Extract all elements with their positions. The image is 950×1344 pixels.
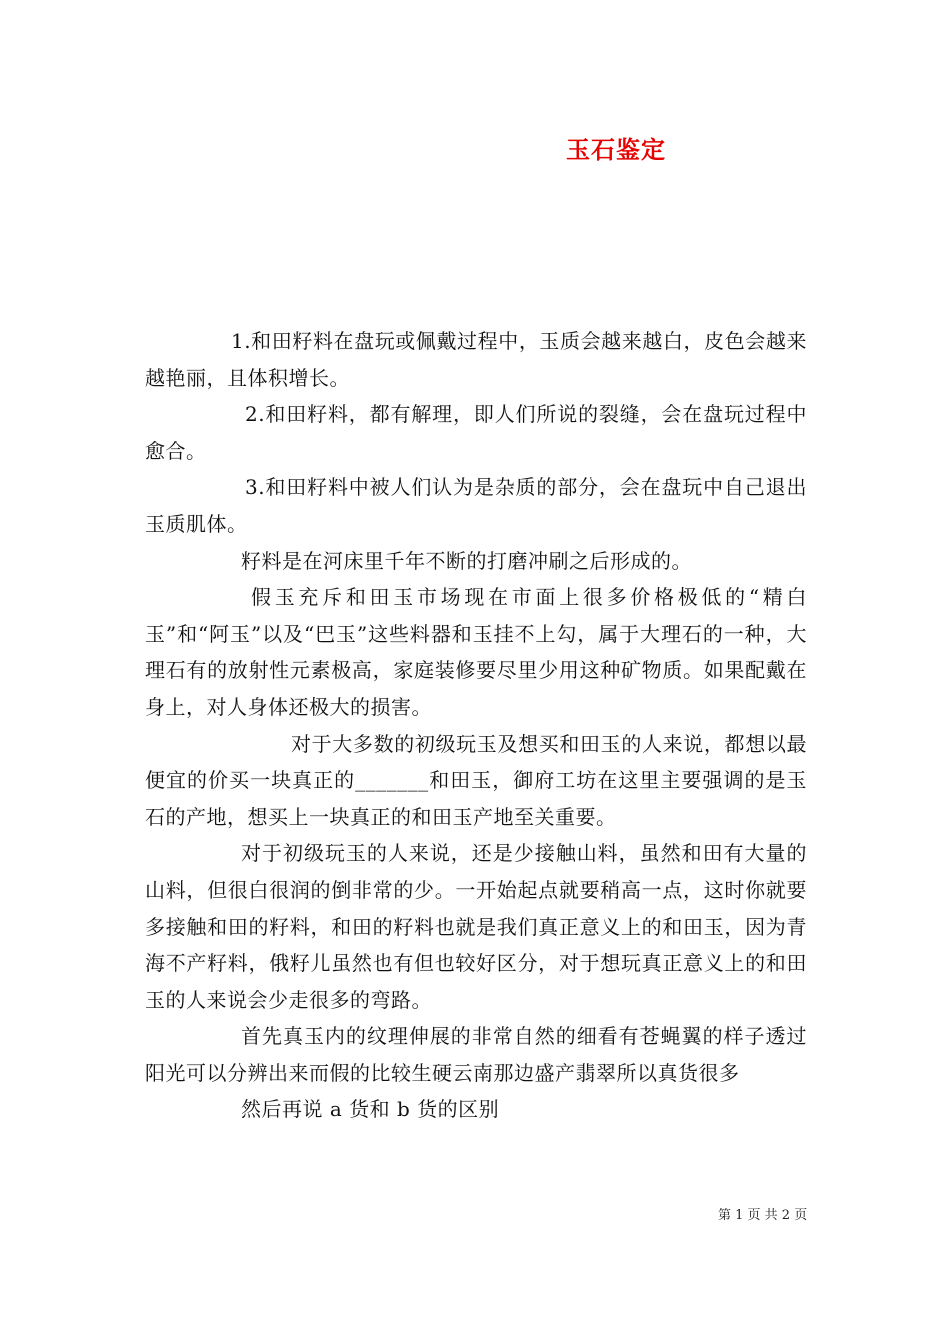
document-title: 玉石鉴定 xyxy=(566,135,666,164)
paragraph-4: 籽料是在河床里千年不断的打磨冲刷之后形成的。 xyxy=(241,548,692,573)
paragraph-5: 假玉充斥和田玉市场现在市面上很多价格极低的“精白玉”和“阿玉”以及“巴玉”这些料器和玉挂不上勾，属于大理石的一种，大理石有的放射性元素极高，家庭装修要尽里少用这种矿物质。如果配戴在身上，对人身体还极大的损害。 xyxy=(145,585,807,719)
paragraph-6: 对于大多数的初级玩玉及想买和田玉的人来说，都想以最便宜的价买一块真正的_______和田玉，御府工坊在这里主要强调的是玉石的产地，想买上一块真正的和田玉产地至关重要。 xyxy=(145,731,807,829)
paragraph-1: 1.和田籽料在盘玩或佩戴过程中，玉质会越来越白，皮色会越来越艳丽，且体积增长。 xyxy=(145,329,807,390)
paragraph-3: 3.和田籽料中被人们认为是杂质的部分，会在盘玩中自己退出玉质肌体。 xyxy=(145,475,807,536)
paragraph-2: 2.和田籽料，都有解理，即人们所说的裂缝，会在盘玩过程中愈合。 xyxy=(145,402,807,463)
paragraph-9: 然后再说 a 货和 b 货的区别 xyxy=(241,1097,500,1122)
document-body xyxy=(145,323,807,1128)
paragraph-8: 首先真玉内的纹理伸展的非常自然的细看有苍蝇翼的样子透过阳光可以分辨出来而假的比较生硬云南那边盛产翡翠所以真货很多 xyxy=(145,1024,807,1085)
paragraph-7: 对于初级玩玉的人来说，还是少接触山料，虽然和田有大量的山料，但很白很润的倒非常的少。一开始起点就要稍高一点，这时你就要多接触和田的籽料，和田的籽料也就是我们真正意义上的和田玉，因为青海不产籽料，俄籽儿虽然也有但也较好区分，对于想玩真正意义上的和田玉的人来说会少走很多的弯路。 xyxy=(145,841,807,1012)
page-number-footer: 第 1 页 共 2 页 xyxy=(718,1208,808,1223)
